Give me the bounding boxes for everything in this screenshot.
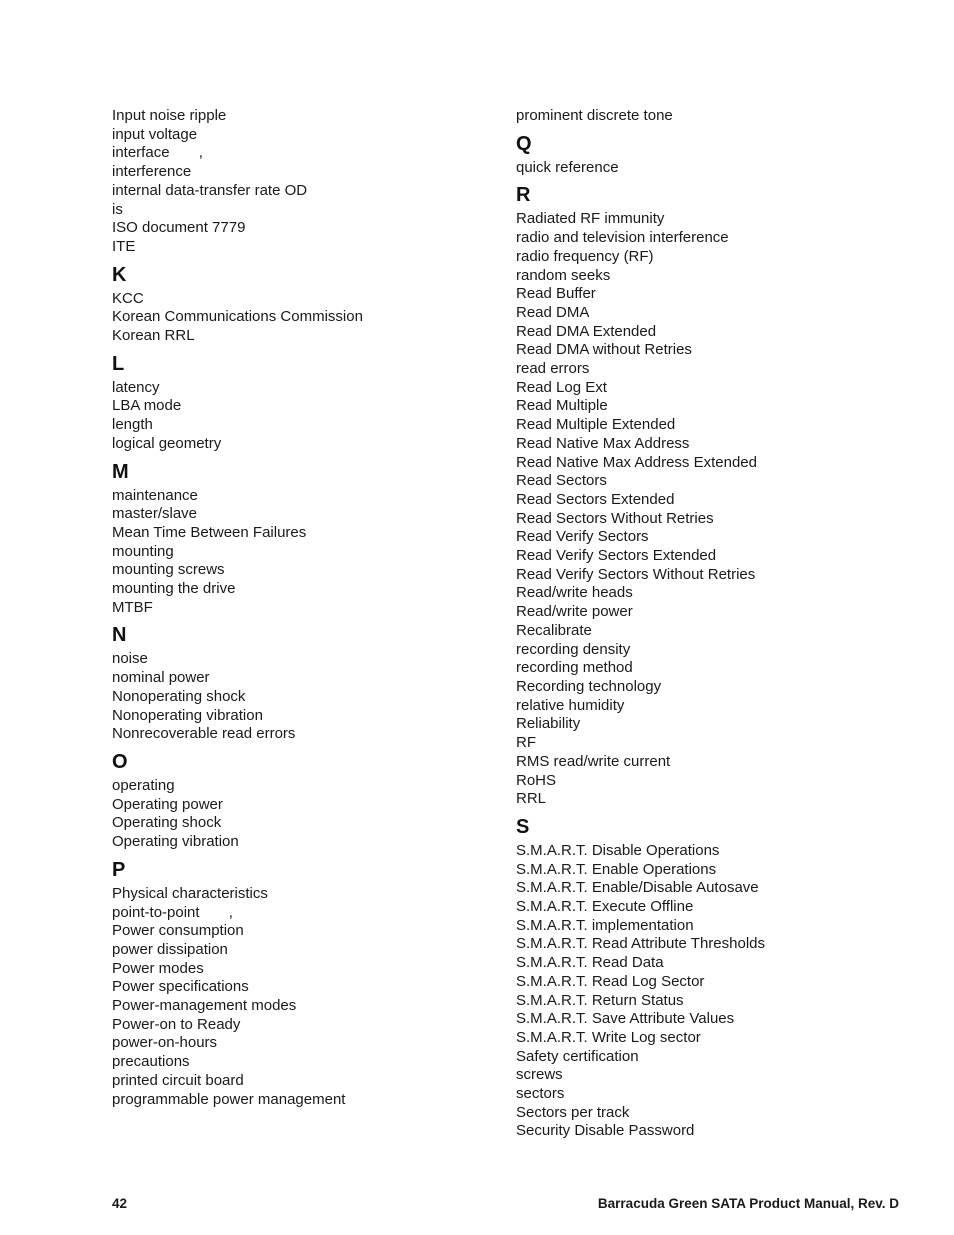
index-entry: Read DMA Extended — [516, 322, 657, 340]
index-entry-list — [112, 487, 502, 618]
index-entry: Nonoperating shock — [112, 687, 246, 705]
index-entry-list — [112, 885, 502, 1109]
index-entry: quick reference — [516, 158, 619, 176]
index-entry: RMS read/write current — [516, 752, 671, 770]
index-entry: internal data-transfer rate OD — [112, 181, 308, 199]
index-entry: S.M.A.R.T. Execute Offline — [516, 898, 694, 916]
index-entry: Radiated RF immunity — [516, 210, 665, 228]
index-entry: Power-on to Ready — [112, 1015, 241, 1033]
index-entry: Read Multiple — [516, 397, 608, 415]
index-entry: Read Native Max Address Extended — [516, 453, 757, 471]
index-entry: is — [112, 200, 123, 218]
index-entry: Sectors per track — [516, 1103, 630, 1121]
index-entry: power-on-hours — [112, 1034, 218, 1052]
index-column-right — [516, 107, 916, 1141]
index-entry: Read Log Ext — [516, 378, 607, 396]
section-letter: P — [112, 858, 126, 881]
index-entry: RoHS — [516, 771, 557, 789]
index-section — [112, 750, 502, 852]
index-entry: S.M.A.R.T. Return Status — [516, 991, 684, 1009]
index-entry: maintenance — [112, 486, 198, 504]
index-entry: mounting — [112, 542, 174, 560]
index-entry-list — [112, 650, 502, 744]
index-entry: Recalibrate — [516, 621, 592, 639]
index-entry: Operating power — [112, 795, 223, 813]
index-section — [112, 858, 502, 1109]
section-letter: L — [112, 352, 125, 375]
index-entry: prominent discrete tone — [516, 107, 673, 124]
index-entry: S.M.A.R.T. implementation — [516, 916, 694, 934]
index-entry: Nonrecoverable read errors — [112, 725, 296, 743]
index-entry: latency — [112, 378, 160, 396]
index-section — [112, 107, 502, 257]
index-entry: S.M.A.R.T. Save Attribute Values — [516, 1010, 735, 1028]
index-entry: Operating vibration — [112, 833, 239, 851]
index-entry: Mean Time Between Failures — [112, 523, 307, 541]
index-entry: S.M.A.R.T. Read Attribute Thresholds — [516, 935, 766, 953]
index-section — [112, 352, 502, 454]
index-entry: Read/write heads — [516, 584, 633, 602]
index-entry: Physical characteristics — [112, 884, 268, 902]
index-entry: mounting the drive — [112, 580, 236, 598]
section-letter: O — [112, 750, 128, 773]
index-entry: Power specifications — [112, 978, 249, 996]
index-entry: read errors — [516, 360, 590, 378]
index-entry: Korean Communications Commission — [112, 308, 363, 326]
index-section — [516, 107, 916, 126]
index-section — [112, 623, 502, 744]
index-entry: Power modes — [112, 959, 204, 977]
index-entry: logical geometry — [112, 434, 222, 452]
section-letter: N — [112, 624, 127, 647]
index-entry: operating — [112, 776, 175, 794]
index-entry-list — [516, 107, 916, 126]
index-entry: Read DMA without Retries — [516, 341, 692, 359]
index-entry: programmable power management — [112, 1090, 346, 1108]
index-entry-list — [112, 290, 502, 346]
index-entry: Read DMA — [516, 303, 590, 321]
manual-title: Barracuda Green SATA Product Manual, Rev. D — [597, 1196, 899, 1211]
index-entry: noise — [112, 650, 148, 668]
index-entry: S.M.A.R.T. Write Log sector — [516, 1028, 701, 1046]
index-entry: Reliability — [516, 715, 581, 733]
index-entry: ISO document 7779 — [112, 219, 246, 237]
index-entry-list — [516, 210, 916, 809]
index-entry: random seeks — [516, 266, 611, 284]
index-entry: S.M.A.R.T. Disable Operations — [516, 841, 720, 859]
index-entry: Security Disable Password — [516, 1122, 695, 1140]
index-entry-list — [112, 379, 502, 454]
index-entry: RRL — [516, 790, 547, 808]
index-entry: Recording technology — [516, 677, 662, 695]
index-entry: interference — [112, 163, 192, 181]
index-column-left — [112, 107, 502, 1109]
index-entry: Operating shock — [112, 814, 222, 832]
index-entry: radio and television interference — [516, 229, 729, 247]
index-entry: point-to-point , — [112, 903, 233, 921]
index-entry: Read Sectors Extended — [516, 490, 675, 508]
section-letter: S — [516, 815, 530, 838]
index-entry: S.M.A.R.T. Enable Operations — [516, 860, 717, 878]
index-entry: Nonoperating vibration — [112, 706, 263, 724]
section-letter: M — [112, 460, 129, 483]
index-entry: S.M.A.R.T. Read Data — [516, 954, 664, 972]
index-entry: precautions — [112, 1053, 190, 1071]
index-entry: KCC — [112, 289, 144, 307]
index-entry: Read Sectors — [516, 472, 607, 490]
section-letter: Q — [516, 132, 532, 155]
section-letter: K — [112, 263, 127, 286]
index-entry: Read Verify Sectors — [516, 528, 649, 546]
index-entry: MTBF — [112, 598, 153, 616]
index-entry: printed circuit board — [112, 1071, 244, 1089]
index-entry-list — [516, 842, 916, 1141]
index-section — [516, 132, 916, 178]
index-entry: Power consumption — [112, 922, 244, 940]
index-entry: recording method — [516, 659, 633, 677]
index-entry: Input noise ripple — [112, 107, 227, 124]
index-entry: power dissipation — [112, 940, 228, 958]
index-entry: length — [112, 416, 153, 434]
index-entry: screws — [516, 1066, 563, 1084]
index-entry-list — [112, 777, 502, 852]
index-entry: sectors — [516, 1085, 565, 1103]
index-entry: relative humidity — [516, 696, 625, 714]
index-entry: interface , — [112, 144, 203, 162]
index-entry: master/slave — [112, 505, 198, 523]
index-entry: Read/write power — [516, 603, 633, 621]
index-entry-list — [516, 159, 916, 178]
index-entry: Read Native Max Address — [516, 434, 690, 452]
index-entry: Safety certification — [516, 1047, 639, 1065]
index-entry: Power-management modes — [112, 997, 297, 1015]
section-letter: R — [516, 184, 531, 207]
index-entry: S.M.A.R.T. Read Log Sector — [516, 972, 705, 990]
index-entry: Read Buffer — [516, 285, 596, 303]
index-entry: Read Multiple Extended — [516, 416, 676, 434]
page-number: 42 — [112, 1196, 128, 1211]
index-entry: input voltage — [112, 125, 198, 143]
index-entry: Read Sectors Without Retries — [516, 509, 714, 527]
index-entry: radio frequency (RF) — [516, 247, 654, 265]
index-entry: LBA mode — [112, 397, 182, 415]
index-entry: S.M.A.R.T. Enable/Disable Autosave — [516, 879, 759, 897]
index-entry: Read Verify Sectors Without Retries — [516, 565, 756, 583]
index-entry: recording density — [516, 640, 631, 658]
index-section — [516, 815, 916, 1141]
index-entry: nominal power — [112, 669, 210, 687]
index-section — [112, 263, 502, 346]
index-entry: Korean RRL — [112, 327, 195, 345]
index-section — [112, 460, 502, 618]
index-entry: Read Verify Sectors Extended — [516, 547, 717, 565]
index-entry: ITE — [112, 237, 136, 255]
index-section — [516, 183, 916, 809]
index-entry: RF — [516, 734, 536, 752]
index-entry: mounting screws — [112, 561, 225, 579]
index-entry-list — [112, 107, 502, 257]
